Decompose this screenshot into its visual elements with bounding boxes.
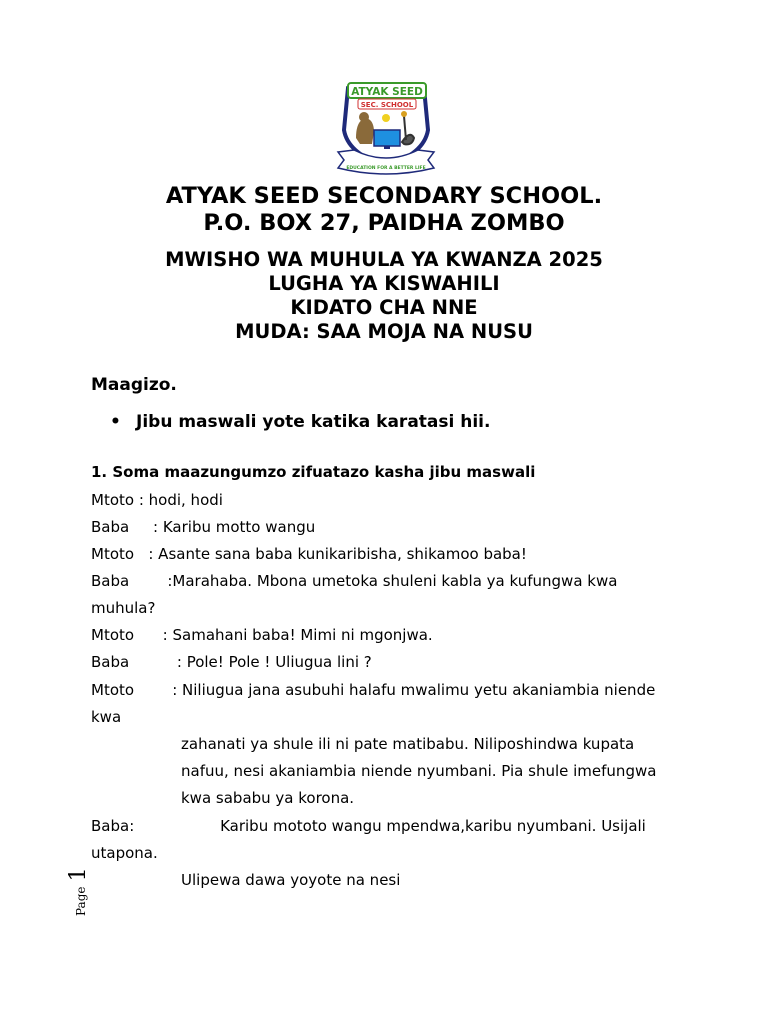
instruction-item bbox=[110, 411, 490, 433]
svg-text:EDUCATION FOR A BETTER LIFE: EDUCATION FOR A BETTER LIFE bbox=[346, 166, 426, 171]
dialogue-line: kwa sababu ya korona. bbox=[181, 789, 355, 807]
dialogue-line: Mtoto : Samahani baba! Mimi ni mgonjwa. bbox=[91, 626, 433, 644]
dialogue-line: Baba: Karibu mototo wangu mpendwa,karibu nyumbani. Usijali bbox=[91, 817, 646, 835]
dialogue-line: zahanati ya shule ili ni pate matibabu. Niliposhindwa kupata bbox=[181, 735, 635, 753]
exam-subject: LUGHA YA KISWAHILI bbox=[268, 272, 500, 295]
dialogue-line: Mtoto : hodi, hodi bbox=[91, 491, 223, 509]
dialogue-line: Baba : Pole! Pole ! Uliugua lini ? bbox=[91, 653, 372, 671]
dialogue-line: Mtoto : Niliugua jana asubuhi halafu mwalimu yetu akaniambia niende bbox=[91, 681, 656, 699]
svg-text:ATYAK SEED: ATYAK SEED bbox=[351, 86, 423, 98]
school-address: P.O. BOX 27, PAIDHA ZOMBO bbox=[203, 210, 565, 236]
page-label: Page bbox=[74, 886, 88, 916]
dialogue-line: Baba :Marahaba. Mbona umetoka shuleni kabla ya kufungwa kwa bbox=[91, 572, 618, 590]
svg-text:SEC. SCHOOL: SEC. SCHOOL bbox=[360, 101, 414, 109]
question-heading: 1. Soma maazungumzo zifuatazo kasha jibu maswali bbox=[91, 463, 536, 481]
dialogue-line: Baba : Karibu motto wangu bbox=[91, 518, 316, 536]
school-name: ATYAK SEED SECONDARY SCHOOL. bbox=[165, 183, 603, 209]
dialogue-line: kwa bbox=[91, 708, 122, 726]
dialogue-line: Ulipewa dawa yoyote na nesi bbox=[181, 871, 401, 889]
page-digit: 1 bbox=[66, 867, 91, 882]
exam-term: MWISHO WA MUHULA YA KWANZA 2025 bbox=[165, 248, 603, 271]
school-logo bbox=[334, 80, 438, 178]
exam-class: KIDATO CHA NNE bbox=[290, 296, 478, 319]
dialogue-line: Mtoto : Asante sana baba kunikaribisha, shikamoo baba! bbox=[91, 545, 527, 563]
instructions-heading: Maagizo. bbox=[91, 375, 177, 395]
bullet-icon: • bbox=[110, 412, 121, 432]
dialogue-line: utapona. bbox=[91, 844, 158, 862]
exam-duration: MUDA: SAA MOJA NA NUSU bbox=[235, 320, 533, 343]
instruction-text: Jibu maswali yote katika karatasi hii. bbox=[136, 412, 491, 432]
dialogue-line: muhula? bbox=[91, 599, 156, 617]
school-crest-icon bbox=[334, 80, 438, 178]
dialogue-line: nafuu, nesi akaniambia niende nyumbani. Pia shule imefungwa bbox=[181, 762, 657, 780]
page-number bbox=[30, 867, 91, 916]
